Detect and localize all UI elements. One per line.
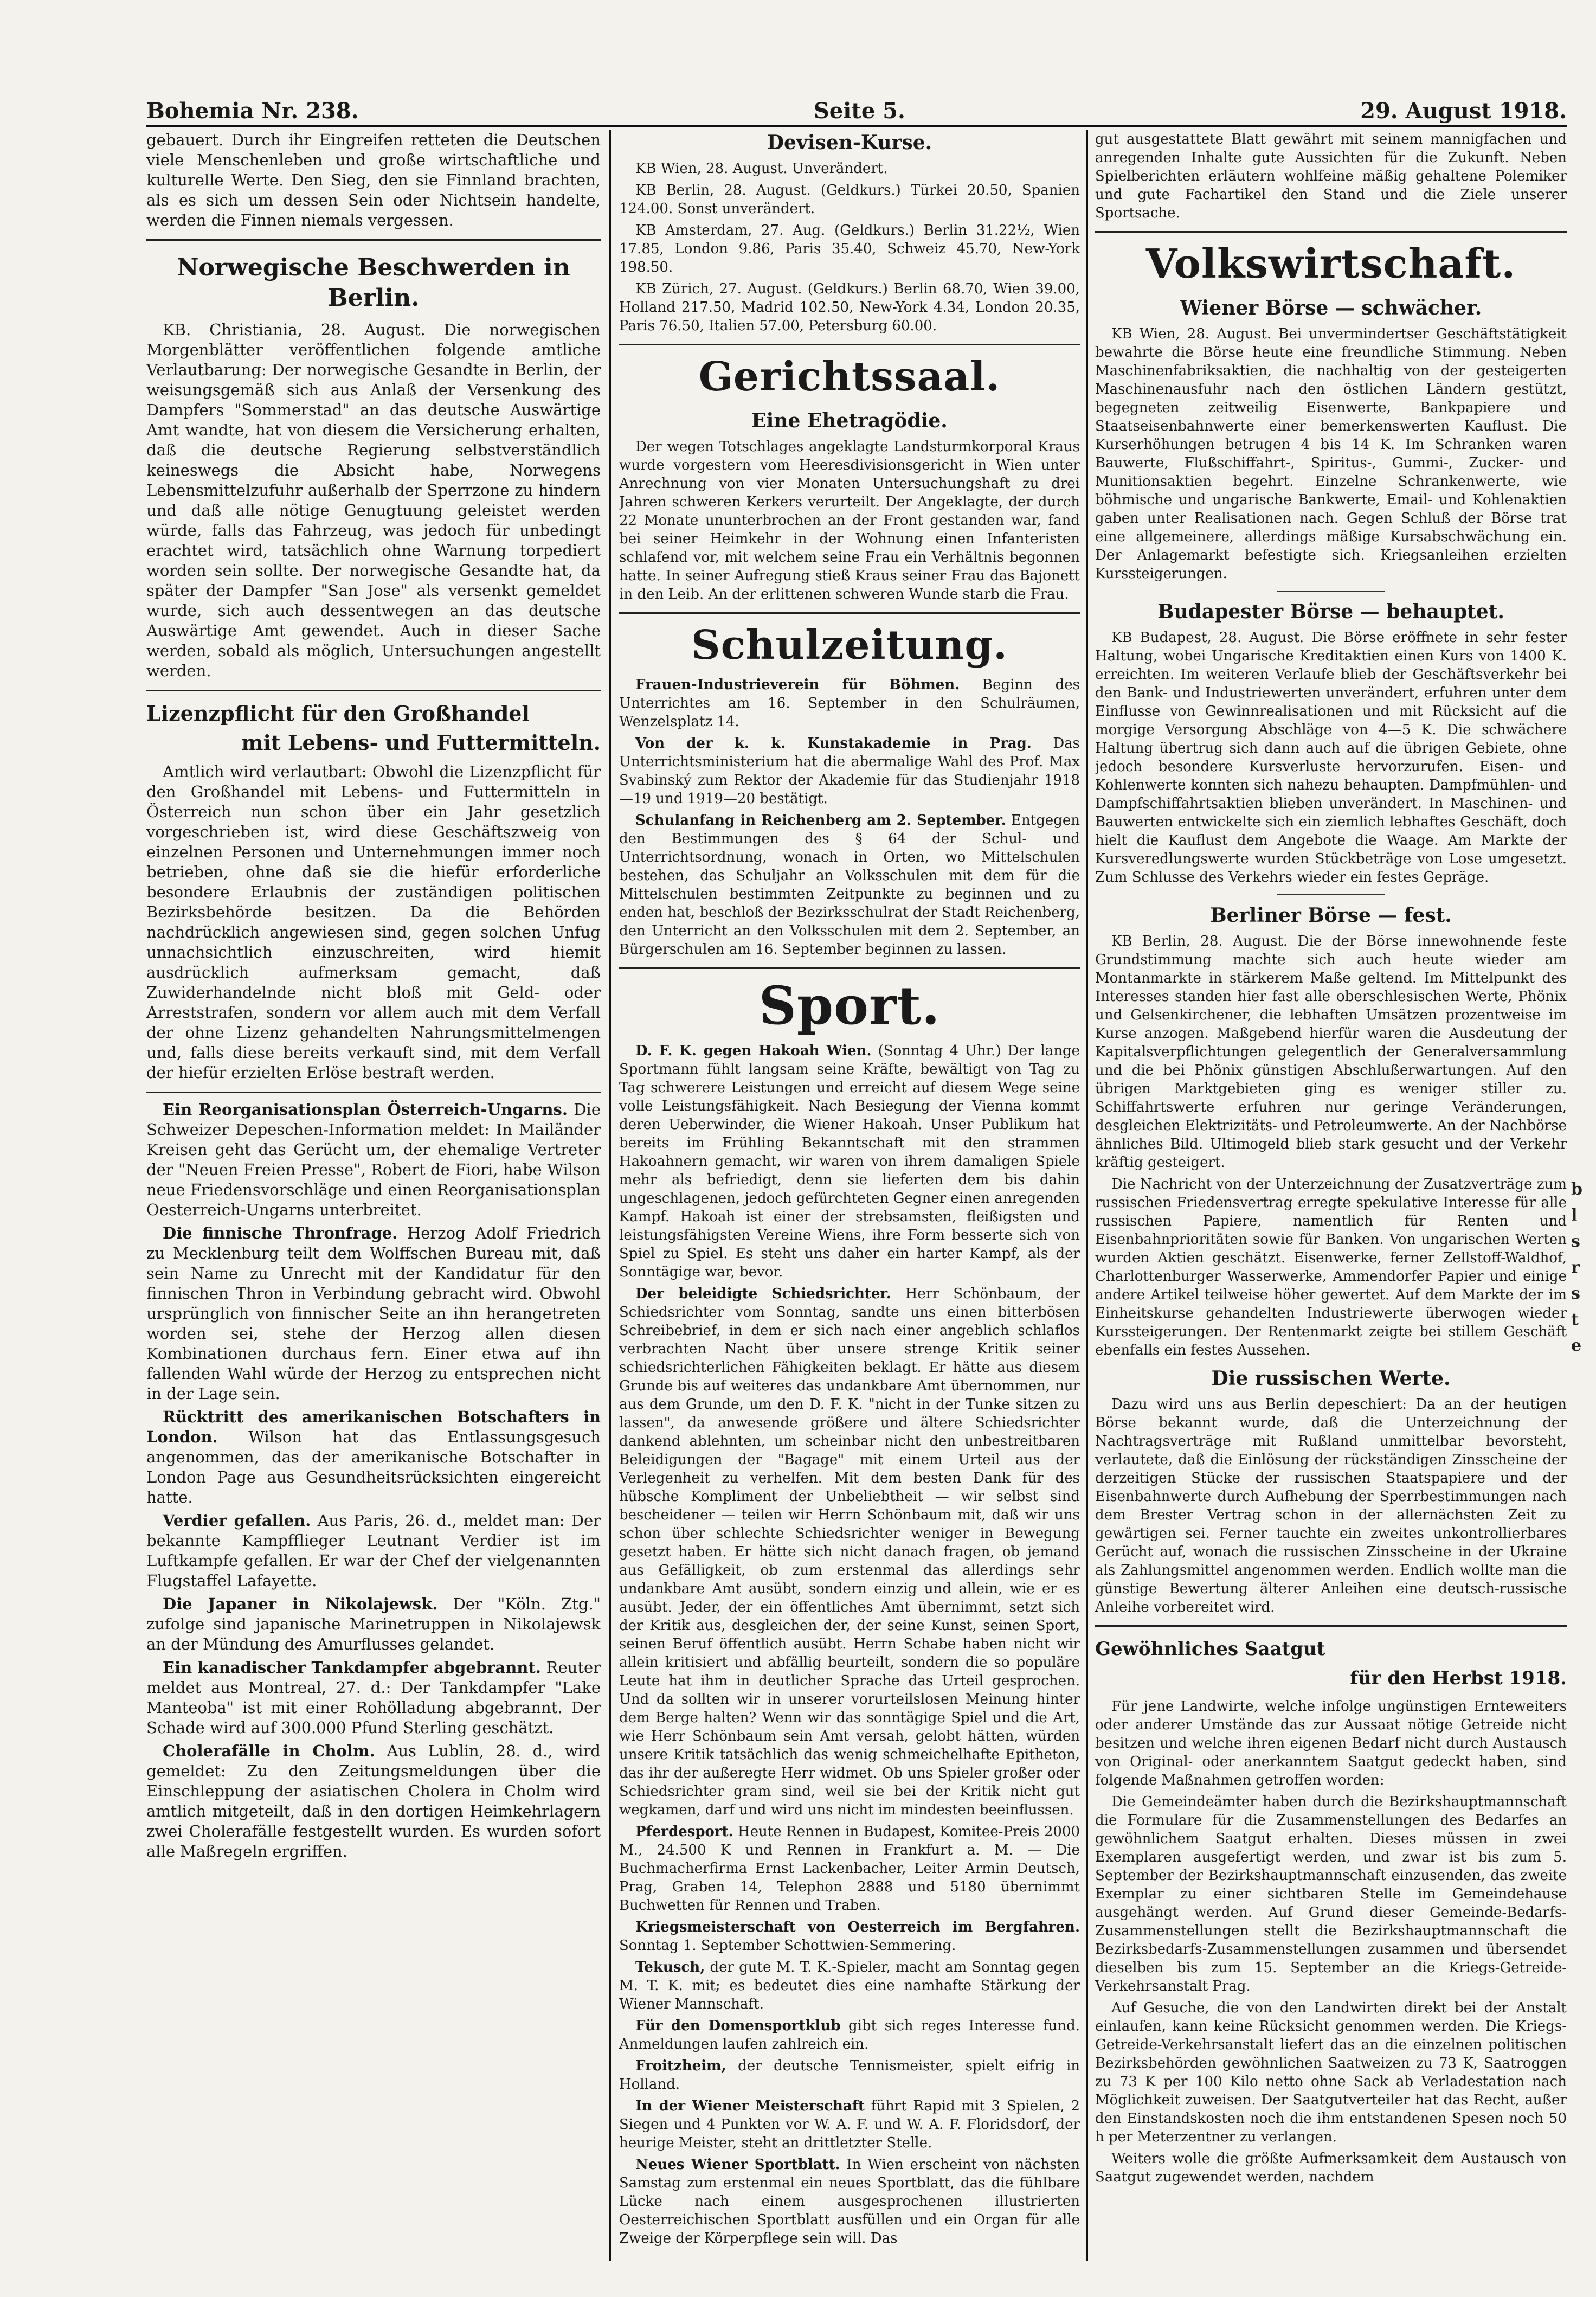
issue-number: Bohemia Nr. 238. <box>146 98 359 124</box>
column-divider-1 <box>609 130 611 2261</box>
divider <box>1095 1625 1567 1627</box>
news-tanker <box>146 1658 601 1738</box>
news-ambassador <box>146 1407 601 1507</box>
sport-item-9 <box>619 2155 1080 2248</box>
news-text: Die Schweizer Depeschen-Information meldet: In Mailänder Kreisen geht das Gerücht um, der ehemalige Vertreter der "Neuen Freien Presse", Robert de Fiori, habe Wilson neue Friedensvorschläge und einen Reorganisationsplan Oesterreich-Ungarns unterbreitet. <box>146 1100 601 1219</box>
col3-intro: gut ausgestattete Blatt gewährt mit seinem mannigfachen und anregenden Inhalte gute Aussichten für die Zukunft. Neben Spielberichten erläutern wohlfeine mäßig gehaltene Polemiker und gute Fachartikel den Stand und die Ziele unserer Sportsache. <box>1095 131 1567 221</box>
news-finnish-throne <box>146 1223 601 1404</box>
cut-letter: s <box>1571 1232 1580 1251</box>
divider <box>619 612 1080 614</box>
section-title-court: Gerichtssaal. <box>698 354 1001 400</box>
section-title-sport: Sport. <box>758 975 941 1036</box>
article-body-seed-3: Auf Gesuche, die von den Landwirten direkt bei der Anstalt einlaufen, kann keine Rücksicht genommen werden. Die Kriegs-Getreide-Verkehrsanstalt liefert das an die einzelnen politischen Bezirksbehörden gewöhnlichen Saatweizen zu 73 K, Saatroggen zu 73 K per 100 Kilo netto ohne Sack ab Verladestation nach Möglichkeit zuweisen. Der Saatgutverteiler hat das Recht, außer den Einstandskosten noch die ihm entstandenen Spesen noch 50 h per Meterzentner zu verlangen. <box>1095 2000 1567 2145</box>
item-text: führt Rapid mit 3 Spielen, 2 Siegen und 4 Punkten vor W. A. F. und W. A. F. Floridsdorf, der heurige Meister, steht an drittletzter Stelle. <box>619 2098 1080 2151</box>
article-body-norway: KB. Christiania, 28. August. Die norwegischen Morgenblätter veröffentlichen folgende amtliche Verlautbarung: Der norwegische Gesandte in Berlin, der weisungsgemäß sich aus Anlaß der Versenkung des Dampfers "Sommerstad" an das deutsche Auswärtige Amt wandte, hat von diesem die Versicherung erhalten, daß die deutsche Regierung selbstverständlich keineswegs die Absicht habe, Norwegens Lebensmittelzufuhr außerhalb der Sperrzone zu hindern und daß alle nötige Genugtuung geleistet werden würde, falls das Fahrzeug, was jedoch für unbedingt erachtet wird, tatsächlich ohne Warnung torpediert worden sein sollte. Der norwegische Gesandte hat, da später der Dampfer "San Jose" als versenkt gemeldet wurde, sich auch dessentwegen an das deutsche Auswärtige Amt gewendet. Auch in dieser Sache werden, sobald als möglich, Untersuchungen angestellt werden. <box>146 320 601 680</box>
article-title-berlin-exchange: Berliner Börse — fest. <box>1210 904 1452 927</box>
column-3 <box>1095 130 1567 2272</box>
issue-date: 29. August 1918. <box>1360 98 1567 124</box>
sport-item-7 <box>619 2057 1080 2094</box>
sport-item-3 <box>619 1823 1080 1915</box>
item-text: Beginn des Unterrichtes am 16. September in den Schulräumen, Wenzelsplatz 14. <box>619 677 1080 730</box>
article-title-seed-2: für den Herbst 1918. <box>1350 1667 1567 1689</box>
article-body-russian-values: Dazu wird uns aus Berlin depeschiert: Da an der heutigen Börse bekannt wurde, daß die Unterzeichnung der Nachtragsverträge mit Rußland unmittelbar bevorsteht, verlautete, daß die Einlösung der rückständigen Zinsscheine der derzeitigen Stücke der russischen Staatspapiere und der Eisenbahnwerte durch Aufhebung der Sperrbestimmungen nach dem Brester Vertrag schon in der allernächsten Zeit zu gewärtigen sei. Ferner tauchte ein zweites unkontrollierbares Gerücht auf, wonach die russischen Zinsscheine in der Ukraine als Zahlungsmittel angenommen werden. Endlich wollte man die günstige Bewertung älterer Anleihen eine deutsch-russische Anleihe vorbereitet wird. <box>1095 1396 1567 1615</box>
article-body-seed-4: Weiters wolle die größte Aufmerksamkeit dem Austausch von Saatgut zugewendet werden, nachdem <box>1095 2151 1567 2185</box>
item-title: Für den Domensportklub <box>635 2018 841 2034</box>
sport-item-4 <box>619 1918 1080 1955</box>
currency-berlin: KB Berlin, 28. August. (Geldkurs.) Türkei 20.50, Spanien 124.00. Sonst unverändert. <box>619 182 1080 217</box>
news-title: Die finnische Thronfrage. <box>163 1224 398 1242</box>
item-title: Froitzheim, <box>635 2058 726 2074</box>
divider <box>146 239 601 241</box>
school-item-1 <box>619 676 1080 731</box>
header-rule <box>146 125 1567 127</box>
section-title-economy: Volkswirtschaft. <box>1145 241 1516 287</box>
item-title: D. F. K. gegen Hakoah Wien. <box>635 1043 872 1059</box>
item-text: Das Unterrichtsministerium hat die abermalige Wahl des Prof. Max Svabinský zum Rektor der Akademie für das Studienjahr 1918—19 und 1919—20 bestätigt. <box>619 735 1080 807</box>
article-title-tragedy: Eine Ehetragödie. <box>751 409 948 432</box>
article-title-license-2: mit Lebens- und Futtermitteln. <box>241 730 601 755</box>
divider <box>1277 894 1385 895</box>
article-title-budapest-exchange: Budapester Börse — behauptet. <box>1157 600 1504 623</box>
news-verdier <box>146 1511 601 1591</box>
item-text: der deutsche Tennismeister, spielt eifrig in Holland. <box>619 2058 1080 2093</box>
divider <box>1095 231 1567 233</box>
item-text: der gute M. T. K.-Spieler, macht am Sonntag gegen M. T. K. mit; es bedeutet dies eine namhafte Stärkung der Wiener Mannschaft. <box>619 1959 1080 2012</box>
sport-item-2 <box>619 1285 1080 1819</box>
cut-letter: t <box>1571 1310 1579 1329</box>
news-title: Verdier gefallen. <box>163 1511 311 1530</box>
item-text: In Wien erscheint von nächsten Samstag zum erstenmal ein neues Sportblatt, das die fühlbare Lücke nach einem ausgesprochenen illustrierten Oesterreichischen Sportblatt ausfüllen und ein Organ für alle Zweige der Körperpflege sein will. Das <box>619 2157 1080 2247</box>
divider <box>619 967 1080 969</box>
article-body-berlin-exchange-2: Die Nachricht von der Unterzeichnung der Zusatzverträge zum russischen Friedensvertrag erregte spekulative Interesse für alle russischen Papiere, namentlich für Renten und Eisenbahnprioritäten sowie für Banken. Von ungarischen Werten wurden Aktien geschätzt. Eisenwerke, ferner Zellstoff-Waldhof, Charlottenburger Wasserwerke, Ammendorfer Papier und einige andere Artikel teilweise höher gewertet. Auf dem Markte der im Einheitskurse gehandelten Industriewerte überwogen wieder Kurssteigerungen. Der Rentenmarkt zeigte bei stillem Geschäft ebenfalls ein festes Aussehen. <box>1095 1176 1567 1358</box>
article-body-tragedy: Der wegen Totschlages angeklagte Landsturmkorporal Kraus wurde vorgestern vom Heeresdivisionsgericht in Wien unter Anrechnung von vier Monaten Untersuchungshaft zu drei Jahren schweren Kerkers verurteilt. Der Angeklagte, der durch 22 Monate ununterbrochen an der Front gestanden war, fand bei seiner Heimkehr in der Wohnung einen Infanteristen schlafend vor, mit welchem seine Frau ein Verhältnis begonnen hatte. In seiner Aufregung stieß Kraus seiner Frau das Bajonett in den Leib. An der erlittenen schweren Wunde starb die Frau. <box>619 439 1080 602</box>
cut-letter: r <box>1571 1258 1580 1277</box>
article-body-vienna-exchange: KB Wien, 28. August. Bei unvermindertser Geschäftstätigkeit bewahrte die Börse heute eine freundliche Stimmung. Neben Maschinenfabriksaktien, die nachhaltig von der gesteigerten Maschinenausfuhr nach den östlichen Ländern gestützt, begegneten zeitweilig Eisenwerte, Bankpapiere und Staatseisenbahnwerte einer bemerkenswerten Kauflust. Die Kurserhöhungen betrugen 4 bis 14 K. Im Schranken waren Bauwerte, Flußschiffahrt-, Spiritus-, Gummi-, Zucker- und Munitionsaktien begehrt. Einzelne Schrankenwerte, wie böhmische und ungarische Bankwerte, Email- und Kohlenaktien gaben unter Realisationen nach. Gegen Schluß der Börse trat eine allgemeinere, allerdings mäßige Kursabschwächung ein. Der Anlagemarkt befestigte sich. Kriegsanleihen erzielten Kurssteigerungen. <box>1095 326 1567 582</box>
article-body-license: Amtlich wird verlautbart: Obwohl die Lizenzpflicht für den Großhandel mit Lebens- und Futtermitteln in Österreich nun schon über ein Jahr gesetzlich vorgeschrieben ist, wird diese Geschäftszweig von einzelnen Personen und Unternehmungen immer noch betrieben, ohne daß sie die hiefür erforderliche besondere Erlaubnis der zuständigen politischen Bezirksbehörde besitzen. Da die Behörden nachdrücklich angewiesen sind, gegen solchen Unfug unnachsichtlich einzuschreiten, wird hiemit ausdrücklich aufmerksam gemacht, daß Zuwiderhandelnde nicht bloß mit Geld- oder Arreststrafen, sondern vor allem auch mit dem Verfall der ohne Lizenz gehandelten Nahrungsmittelmengen und, falls diese bereits verkauft sind, mit dem Verfall der hiefür erzielten Erlöse bestraft werden. <box>146 762 601 1082</box>
column-divider-2 <box>1086 130 1088 2261</box>
cut-off-column <box>1571 1177 1596 1963</box>
column-2 <box>619 130 1080 2272</box>
item-text: Entgegen den Bestimmungen des § 64 der Schul- und Unterrichtsordnung, wonach in Orten, wo Mittelschulen bestehen, das Schuljahr an Volksschulen mit dem für die Mittelschulen bestimmten Zeitpunkte zu beginnen und zu enden hat, beschloß der Bezirksschulrat der Stadt Reichenberg, den Unterricht an den Volksschulen mit dem 2. September, an Bürgerschulen am 16. September beginnen zu lassen. <box>619 812 1080 958</box>
sport-item-1 <box>619 1042 1080 1281</box>
cut-letter: l <box>1571 1206 1578 1225</box>
news-text: Reuter meldet aus Montreal, 27. d.: Der Tankdampfer "Lake Manteoba" ist mit einer Rohölladung abgebrannt. Der Schade wird auf 300.000 Pfund Sterling geschätzt. <box>146 1658 601 1737</box>
section-title-currency: Devisen-Kurse. <box>767 131 932 154</box>
currency-zurich: KB Zürich, 27. August. (Geldkurs.) Berlin 68.70, Wien 39.00, Holland 217.50, Madrid 102.50, New-York 4.34, London 20.35, Paris 76.50, Italien 57.00, Petersburg 60.00. <box>619 281 1080 334</box>
divider <box>619 344 1080 345</box>
item-title: Von der k. k. Kunstakademie in Prag. <box>635 735 1032 752</box>
currency-amsterdam: KB Amsterdam, 27. Aug. (Geldkurs.) Berlin 31.22½, Wien 17.85, London 9.86, Paris 35.40, Schweiz 45.70, New-York 198.50. <box>619 222 1080 275</box>
item-title: Schulanfang in Reichenberg am 2. September. <box>635 812 1006 829</box>
item-text: Herr Schönbaum, der Schiedsrichter vom Sonntag, sandte uns einen bitterbösen Schreibebrief, in dem er sich nach einer angeblich schlaflos verbrachten Nacht über unsere strenge Kritik seiner schiedsrichterlichen Fähigkeiten beklagt. Er hätte aus diesem Grunde bis auf weiteres das undankbare Amt übernommen, nur aus dem Grunde, um den D. F. K. "nicht in der Tunke sitzen zu lassen", da anwesende größere und ältere Schiedsrichter dankend ablehnten, um scheinbar nicht den unbestreitbaren Beleidigungen der "Bagage" mit einem Urteil aus der Verlegenheit zu verhelfen. Mit dem besten Dank für des hübsche Kompliment der Unbeliebtheit — wir selbst sind bescheidener — teilen wir Herrn Schönbaum mit, daß wir uns schon über schlechte Schiedsrichter weniger in Bewegung gesetzt haben. Er hätte sich nicht danach fragen, ob jemand aus Gefälligkeit, ob zum erstenmal das allerdings sehr undankbare Amt ausübt, sondern einzig und allein, wie er es ausübt. Jeder, der ein öffentliches Amt übernimmt, setzt sich der Kritik aus, desgleichen der, der seine Kunst, seinen Sport, seinen Beruf öffentlich ausübt. Herrn Schabe haben nicht wir allein kritisiert und abfällig beurteilt, sondern die so populäre Leute hat ihm in deutlicher Sprache das Urteil gesprochen. Und da sollten wir in unserer vorurteilslosen Meinung hinter dem Berge halten? Wenn wir das sonntägige Spiel und die Art, wie Herr Schönbaum sein Amt versah, gelobt hätten, würden unsere Kritik tatsächlich das wenig schmeichelhafte Epitheton, das ihr der außeregte Herr widmet. Ob uns Spieler großer oder Schiedsrichter gram sind, weil sie bei der Kritik nicht gut wegkamen, darf und wird uns nicht im mindesten beeinflussen. <box>619 1286 1080 1818</box>
article-title-norway: Norwegische Beschwerden in Berlin. <box>177 254 570 312</box>
item-text: Sonntag 1. September Schottwien-Semmering. <box>619 1937 956 1954</box>
divider <box>1277 591 1385 592</box>
news-text: Aus Paris, 26. d., meldet man: Der bekannte Kampfflieger Leutnant Verdier ist im Luftkampfe gefallen. Er war der Chef der vielgenannten Flugstaffel Lafayette. <box>146 1511 601 1590</box>
news-text: Der "Köln. Ztg." zufolge sind japanische Marinetruppen in Nikolajewsk an der Mündung des Amurflusses gelandet. <box>146 1595 601 1653</box>
article-title-vienna-exchange: Wiener Börse — schwächer. <box>1180 297 1482 319</box>
item-text: gibt sich reges Interesse fund. Anmeldungen laufen zahlreich ein. <box>619 2018 1080 2052</box>
column-1 <box>146 130 601 2272</box>
item-title: Der beleidigte Schiedsrichter. <box>635 1286 891 1302</box>
news-cholera <box>146 1741 601 1862</box>
col1-intro: gebauert. Durch ihr Eingreifen retteten die Deutschen viele Menschenleben und große wirtschaftliche und kulturelle Werte. Den Sieg, den sie Finnland brachten, als es sich um dessen Sein oder Nichtsein handelte, werden die Finnen niemals vergessen. <box>146 131 601 229</box>
currency-vienna: KB Wien, 28. August. Unverändert. <box>635 161 888 177</box>
cut-letter: s <box>1571 1284 1580 1303</box>
article-body-budapest-exchange: KB Budapest, 28. August. Die Börse eröffnete in sehr fester Haltung, wobei Ungarische Kreditaktien einen Kurs von 1400 K. erreichten. Im weiteren Verlaufe blieb der Geschäftsverkehr bei den Bank- und Industriewerten unverändert, erfuhren unter dem Einflusse von Gewinnrealisationen und mit Rücksicht auf die morgige Versorgung Abschläge von 4—5 K. Die schwächere Haltung übertrug sich dann auch auf die übrigen Gebiete, ohne jedoch besondere Kursverluste hervorzurufen. Eisen- und Kohlenwerte konnten sich nahezu behaupten. Dampfmühlen- und Dampfschiffahrtsaktien blieben unverändert. In Maschinen- und Bauwerten entwickelte sich ein ziemlich lebhaftes Geschäft, doch hielt die Kauflust dem Angebote die Waage. Am Markte der Kursveredlungswerte wurden Stückbeträge von Lose umgesetzt. Zum Schlusse des Verkehrs wieder ein festes Gepräge. <box>1095 630 1567 886</box>
news-text: Wilson hat das Entlassungsgesuch angenommen, das der amerikanische Botschafter in London Page aus Gesundheitsrücksichten eingereicht hatte. <box>146 1428 601 1506</box>
page-header <box>146 86 1567 124</box>
news-title: Rücktritt des amerikanischen Botschafters in London. <box>146 1408 601 1446</box>
item-title: Kriegsmeisterschaft von Oesterreich im Bergfahren. <box>635 1919 1080 1935</box>
article-body-berlin-exchange: KB Berlin, 28. August. Die der Börse innewohnende feste Grundstimmung machte sich auch heute wieder am Montanmarkte in stärkerem Maße geltend. Im Mittelpunkt des Interesses standen hier fast alle oberschlesischen Werte, Phönix und Gelsenkirchener, die lebhaften Umsätzen prozentweise im Kurse anzogen. Maßgebend hierfür waren die Ausdeutung der Kapitalsverpflichtungen gelegentlich der Generalversammlung und die bei Phönix günstigen Abschlußerwartungen. Auf den übrigen Marktgebieten ging es weniger stiller zu. Schiffahrtswerte erfuhren nur geringe Veränderungen, desgleichen Elektrizitäts- und Petroleumwerte. An der Nachbörse ähnliches Bild. Ultimogeld blieb stark gesucht und der Verkehr kräftig gesteigert. <box>1095 933 1567 1171</box>
sport-item-6 <box>619 2017 1080 2054</box>
news-japanese <box>146 1594 601 1654</box>
divider <box>146 1092 601 1093</box>
item-title: Neues Wiener Sportblatt. <box>635 2157 840 2173</box>
news-text: Aus Lublin, 28. d., wird gemeldet: Zu den Zeitungsmeldungen über die Einschleppung der asiatischen Cholera in Cholm wird amtlich mitgeteilt, daß in den dortigen Heimkehrlagern zwei Cholerafälle festgestellt wurden. Es wurden sofort alle Maßregeln ergriffen. <box>146 1742 601 1860</box>
news-reorganisation <box>146 1100 601 1220</box>
school-item-3 <box>619 811 1080 959</box>
sport-item-5 <box>619 1958 1080 2013</box>
divider <box>146 690 601 691</box>
cut-letter: b <box>1571 1180 1582 1199</box>
article-title-seed-1: Gewöhnliches Saatgut <box>1095 1638 1325 1660</box>
news-title: Ein Reorganisationsplan Österreich-Ungarns. <box>163 1100 568 1119</box>
sport-item-8 <box>619 2097 1080 2152</box>
item-title: Frauen-Industrieverein für Böhmen. <box>635 677 960 693</box>
page-number: Seite 5. <box>813 98 905 124</box>
article-title-license-1: Lizenzpflicht für den Großhandel <box>146 701 530 726</box>
news-text: Herzog Adolf Friedrich zu Mecklenburg teilt dem Wolffschen Bureau mit, daß sein Name zu Unrecht mit der Kandidatur für den finnischen Thron in Verbindung gebracht wird. Obwohl ursprünglich von finnischer Seite an ihn herangetreten worden sei, stehe der Herzog allen diesen Kombinationen durchaus fern. Einer etwa auf ihn fallenden Wahl würde der Herzog zu entsprechen nicht in der Lage sein. <box>146 1224 601 1403</box>
news-title: Ein kanadischer Tankdampfer abgebrannt. <box>163 1658 541 1677</box>
cut-letter: e <box>1571 1336 1582 1355</box>
item-title: In der Wiener Meisterschaft <box>635 2098 865 2114</box>
article-title-russian-values: Die russischen Werte. <box>1211 1367 1451 1390</box>
section-title-school: Schulzeitung. <box>691 622 1008 669</box>
item-title: Pferdesport. <box>635 1824 733 1840</box>
news-title: Die Japaner in Nikolajewsk. <box>163 1595 438 1613</box>
school-item-2 <box>619 734 1080 808</box>
article-body-seed-1: Für jene Landwirte, welche infolge ungünstigen Ernteweiters oder anderer Umstände das zur Aussaat nötige Getreide nicht besitzen und welche ihren eigenen Bedarf nicht durch Austausch von Original- oder anerkanntem Saatgut gedeckt haben, sind folgende Maßnahmen getroffen worden: <box>1095 1698 1567 1788</box>
item-title: Tekusch, <box>635 1959 705 1975</box>
article-body-seed-2: Die Gemeindeämter haben durch die Bezirkshauptmannschaft die Formulare für die Zusammenstellungen des Bedarfes an gewöhnlichem Saatgut erhalten. Dieses müssen in zwei Exemplaren ausgefertigt werden, und zwar ist bis zum 5. September der Bezirkshauptmannschaft einzusenden, das zweite Exemplar zu einer sichtbaren Stelle im Gemeindehause ausgehängt werden. Auf Grund dieser Gemeinde-Bedarfs-Zusammenstellungen stellt die Bezirkshauptmannschaft die Bezirksbedarfs-Zusammenstellungen zusammen und übersendet dieselben bis zum 15. September an die Kriegs-Getreide-Verkehrsanstalt Prag. <box>1095 1794 1567 1994</box>
item-text: Heute Rennen in Budapest, Komitee-Preis 2000 M., 24.500 K und Rennen in Frankfurt a. M. — Die Buchmacherfirma Ernst Lackenbacher, Leiter Armin Deutsch, Prag, Graben 14, Telephon 2888 und 5180 übernimmt Buchwetten für Rennen und Traben. <box>619 1824 1080 1914</box>
item-text: (Sonntag 4 Uhr.) Der lange Sportmann fühlt langsam seine Kräfte, bewältigt von Tag zu Tag schwerere Leistungen und erreicht auf diesem Wege seine volle Leistungsfähigkeit. Nach Besiegung der Vienna kommt deren Ueberwinder, die Wiener Hakoah. Unser Publikum hat bereits im Frühling Bekanntschaft mit den strammen Hakoahnern gemacht, wir waren von ihrem damaligen Spiele mehr als befriedigt, denn sie lieferten dem bis dahin ungeschlagenen, jedoch gefürchteten Gegner einen anregenden Kampf. Hakoah ist einer der strebsamsten, fleißigsten und leistungsfähigsten Vereine Wiens, ihre Form besserte sich von Spiel zu Spiel. Es steht uns daher ein harter Kampf, als der Sonntägige war, bevor. <box>619 1043 1080 1280</box>
news-title: Cholerafälle in Cholm. <box>163 1742 375 1760</box>
